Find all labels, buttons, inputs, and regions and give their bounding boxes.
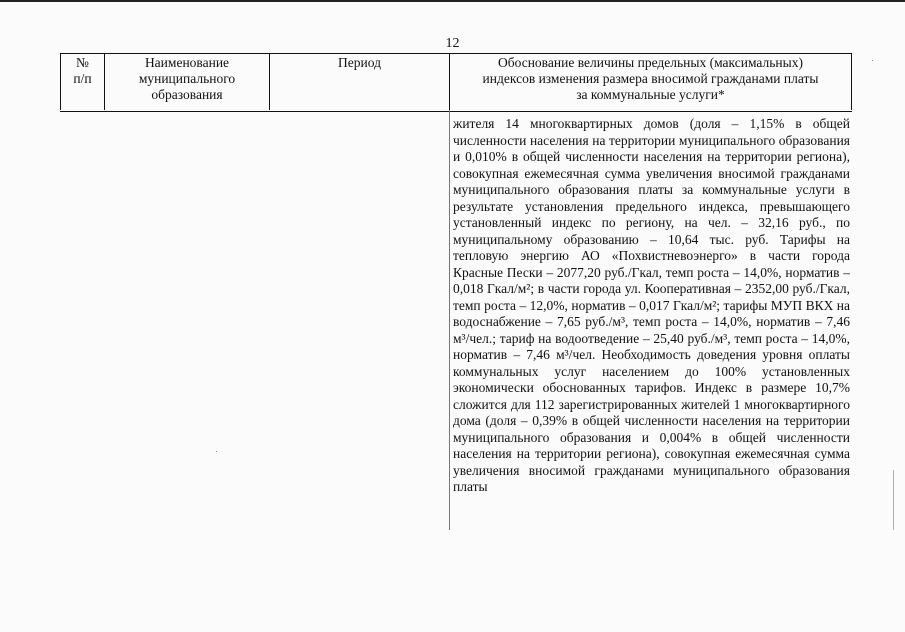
header-municipality: Наименование муниципального образования <box>104 53 269 110</box>
justification-cell-text <box>453 116 850 496</box>
right-edge-mark <box>893 470 894 530</box>
header-num: № п/п <box>60 53 104 110</box>
header-period: Период <box>269 53 449 110</box>
column-divider <box>449 110 450 530</box>
scan-speck <box>872 60 873 61</box>
scan-edge-line <box>0 0 905 2</box>
justification-paragraph: жителя 14 многоквартирных домов (доля – 1,15% в общей численности населения на территории муниципального образования и 0,010% в общей численности населения на территории региона), совокупная ежемесячная сумма увеличения вносимой гражданами муниципального образования платы за коммунальные услуги в результате установления предельного индекса, превышающего установленный индекс по региону, на чел. – 32,16 руб., по муниципальному образованию – 10,64 тыс. руб. Тарифы на тепловую энергию АО «Похвистневоэнерго» в части города Красные Пески – 2077,20 руб./Гкал, темп роста – 14,0%, норматив – 0,018 Гкал/м²; в части города ул. Кооперативная – 2352,00 руб./Гкал, темп роста – 12,0%, норматив – 0,017 Гкал/м²; тарифы МУП ВКХ на водоснабжение – 7,65 руб./м³, темп роста – 14,0%, норматив – 7,46 м³/чел.; тариф на водоотведение – 25,40 руб./м³, темп роста – 14,0%, норматив – 7,46 м³/чел. Необходимость доведения уровня оплаты коммунальных услуг населением до 100% установленных экономически обоснованных тарифов. Индекс в размере 10,7% сложится для 112 зарегистрированных жителей 1 многоквартирного дома (доля – 0,39% в общей численности населения на территории муниципального образования и 0,004% в общей численности населения на территории региона), совокупная ежемесячная сумма увеличения вносимой гражданами муниципального образования платы <box>453 116 850 494</box>
page-number: 12 <box>445 36 460 51</box>
scan-speck <box>216 451 217 452</box>
header-justification: Обоснование величины предельных (максимальных) индексов изменения размера вносимой гражданами платы за коммунальные услуги* <box>449 53 852 110</box>
